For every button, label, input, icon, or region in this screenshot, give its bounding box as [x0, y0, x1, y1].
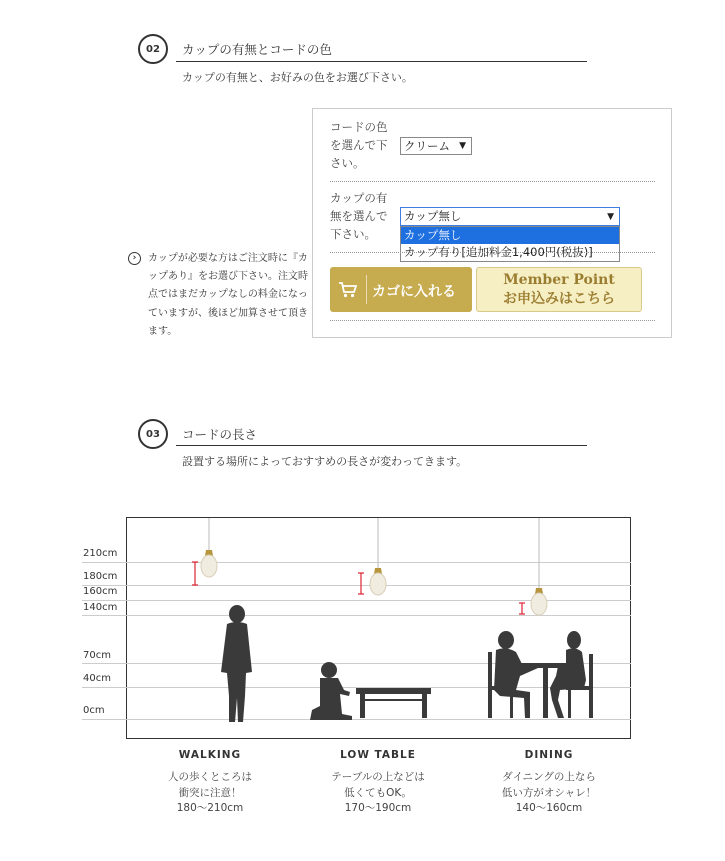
- low-table-silhouette: [356, 688, 431, 718]
- pendant-lamp-walking: [201, 518, 217, 577]
- select-arrow-icon: ▼: [607, 212, 614, 222]
- section-02-subtitle: カップの有無と、お好みの色をお選び下さい。: [182, 71, 413, 84]
- scene-title-dining: DINING: [524, 749, 574, 761]
- section-02-title: カップの有無とコードの色: [182, 42, 332, 57]
- cup-note-text: カップが必要な方はご注文時に『カップあり』をお選び下さい。注文時点ではまだカップなしの料金になっていますが、後ほど加算させて頂きます。: [148, 253, 308, 337]
- level-label: 210cm: [83, 548, 118, 559]
- chevron-right-circle-icon: ›: [128, 252, 141, 265]
- cup-label: カップの有 無を選んで 下さい。: [330, 191, 388, 241]
- section-03-title: コードの長さ: [182, 427, 258, 442]
- scene-title-walking: WALKING: [178, 749, 242, 761]
- member-point-label: Member Point: [503, 272, 615, 288]
- level-label: 40cm: [83, 673, 111, 684]
- pendant-lamp-dining: [531, 518, 547, 615]
- section-03-subtitle: 設置する場所によっておすすめの長さが変わってきます。: [182, 455, 468, 468]
- add-to-cart-label: カゴに入れる: [372, 284, 456, 300]
- scene-desc-walking: 人の歩くところは 衝突に注意！ 180〜210cm: [168, 771, 252, 814]
- level-label: 180cm: [83, 571, 118, 582]
- range-marker-dining: [519, 603, 525, 614]
- scene-title-low-table: LOW TABLE: [340, 749, 416, 761]
- level-label: 0cm: [83, 705, 105, 716]
- scene-desc-low-table: テーブルの上などは 低くてもOK。 170〜190cm: [331, 771, 425, 814]
- cup-select[interactable]: カップ無し ▼: [400, 207, 620, 226]
- step-03-badge: 03: [138, 419, 168, 449]
- child-silhouette: [310, 662, 352, 720]
- select-arrow-icon: ▼: [459, 141, 466, 151]
- cup-option-none[interactable]: カップ無し: [401, 227, 619, 244]
- level-label: 140cm: [83, 602, 118, 613]
- dining-scene-silhouette: [488, 631, 593, 718]
- cup-option-with-cup[interactable]: カップ有り[追加料金1,400円(税抜)]: [404, 245, 593, 259]
- scene-desc-dining: ダイニングの上なら 低い方がオシャレ！ 140〜160cm: [501, 771, 597, 814]
- cord-color-label: コードの色 を選んで下 さい。: [330, 120, 388, 170]
- level-label: 160cm: [83, 586, 118, 597]
- step-02-badge: 02: [138, 34, 168, 64]
- range-marker-low-table: [358, 573, 364, 594]
- pendant-lamp-low-table: [370, 518, 386, 595]
- level-label: 70cm: [83, 650, 111, 661]
- cord-color-select[interactable]: クリーム ▼: [400, 137, 472, 155]
- walking-person-silhouette: [221, 605, 252, 722]
- range-marker-walking: [192, 562, 198, 585]
- member-apply-label: お申込みはこちら: [503, 291, 615, 307]
